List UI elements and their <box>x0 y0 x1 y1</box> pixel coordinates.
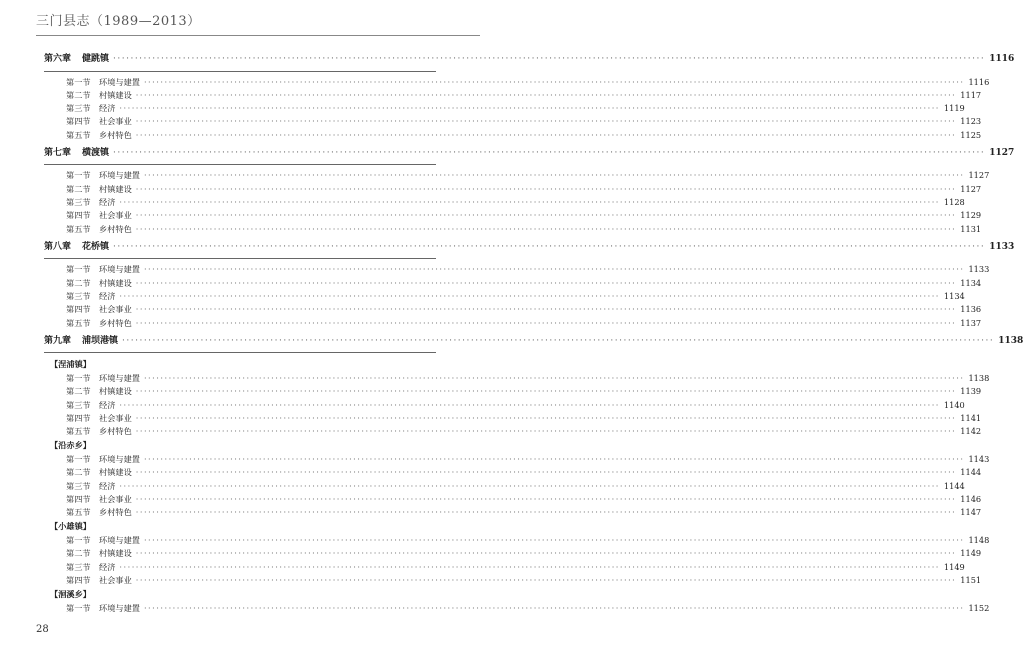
dot-leader: ········································································································································································································ <box>135 507 957 518</box>
toc-entry-title: 社会事业 <box>99 210 132 221</box>
toc-entry-label <box>66 129 132 142</box>
toc-section-row <box>44 399 965 412</box>
toc-entry-page: 1138 <box>998 335 1023 346</box>
toc-entry-number: 第一节 <box>66 534 91 545</box>
dot-leader: ········································································································································································································ <box>135 386 957 397</box>
toc-section-row <box>44 412 982 425</box>
toc-entry-number: 第四节 <box>66 574 91 585</box>
dot-leader: ········································································································································································································ <box>135 548 957 559</box>
toc-section-row <box>44 89 982 102</box>
toc-entry-number: 第三节 <box>66 197 91 208</box>
dot-leader: ········································································································································································································ <box>143 372 965 383</box>
toc-entry-label <box>66 102 115 115</box>
toc-entry-page: 1133 <box>968 264 990 275</box>
toc-entry-page: 1127 <box>968 170 990 181</box>
toc-entry-page: 1134 <box>943 291 965 302</box>
dot-leader: ········································································································································································································ <box>119 197 940 208</box>
toc-entry-label <box>66 547 132 560</box>
toc-entry-page: 1139 <box>960 386 982 397</box>
toc-entry-title: 村镇建设 <box>99 89 132 100</box>
toc-entry-number: 第四节 <box>66 493 91 504</box>
toc-entry-label <box>44 48 109 71</box>
toc-section-row <box>44 169 990 182</box>
toc-entry-title: 健跳镇 <box>82 54 110 64</box>
toc-entry-title: 经济 <box>99 197 116 208</box>
toc-entry-number: 第二节 <box>66 548 91 559</box>
dot-leader: ········································································································································································································ <box>122 335 995 346</box>
toc-entry-label <box>66 480 115 493</box>
toc-section-row <box>44 534 990 547</box>
toc-entry-label <box>44 330 118 353</box>
dot-leader: ········································································································································································································ <box>113 54 986 64</box>
toc-entry-label <box>66 290 115 303</box>
toc-entry-page: 1125 <box>960 129 982 140</box>
toc-entry-label <box>66 399 115 412</box>
toc-entry-title: 村镇建设 <box>99 277 132 288</box>
dot-leader: ········································································································································································································ <box>135 210 957 221</box>
toc-entry-title: 社会事业 <box>99 493 132 504</box>
dot-leader: ········································································································································································································ <box>135 183 957 194</box>
toc-entry-label <box>66 89 132 102</box>
toc-entry-title: 环境与建置 <box>99 76 140 87</box>
toc-section-row <box>44 102 965 115</box>
dot-leader: ········································································································································································································ <box>135 467 957 478</box>
toc-entry-title: 乡村特色 <box>99 507 132 518</box>
toc-entry-label <box>66 534 140 547</box>
dot-leader: ········································································································································································································ <box>135 116 957 127</box>
toc-entry-label <box>66 209 132 222</box>
toc-section-row <box>44 547 982 560</box>
toc-entry-number: 第四节 <box>66 304 91 315</box>
toc-entry-page: 1136 <box>960 304 982 315</box>
toc-entry-label <box>66 493 132 506</box>
toc-entry-number: 第三节 <box>66 103 91 114</box>
toc-entry-label <box>66 425 132 438</box>
toc-entry-title: 乡村特色 <box>99 223 132 234</box>
toc-section-row <box>44 115 982 128</box>
toc-entry-title: 经济 <box>99 103 116 114</box>
toc-chapter-row <box>44 330 1023 354</box>
toc-section-row <box>44 493 982 506</box>
toc-section-row <box>44 602 990 615</box>
toc-entry-page: 1144 <box>943 480 965 491</box>
table-of-contents <box>44 48 1023 615</box>
toc-section-row <box>44 425 982 438</box>
toc-entry-number: 第一节 <box>66 453 91 464</box>
toc-entry-page: 1147 <box>960 507 982 518</box>
toc-entry-number: 第二节 <box>66 89 91 100</box>
dot-leader: ········································································································································································································ <box>135 574 957 585</box>
toc-section-row <box>44 263 990 276</box>
toc-entry-page: 1127 <box>989 147 1015 158</box>
toc-entry-number: 第一节 <box>66 76 91 87</box>
toc-entry-page: 1123 <box>960 116 982 127</box>
toc-entry-label <box>66 317 132 330</box>
toc-section-row <box>44 277 982 290</box>
toc-entry-title: 村镇建设 <box>99 183 132 194</box>
toc-entry-title: 环境与建置 <box>99 264 140 275</box>
toc-entry-page: 1151 <box>960 574 982 585</box>
toc-section-row <box>44 317 982 330</box>
toc-entry-page: 1131 <box>960 223 982 234</box>
toc-entry-label <box>66 277 132 290</box>
dot-leader: ········································································································································································································ <box>143 170 965 181</box>
toc-entry-title: 经济 <box>99 561 116 572</box>
toc-entry-page: 1149 <box>943 561 965 572</box>
toc-entry-number: 第一节 <box>66 264 91 275</box>
page-number: 28 <box>36 624 49 635</box>
toc-entry-number: 第一节 <box>66 602 91 613</box>
toc-entry-title: 环境与建置 <box>99 453 140 464</box>
dot-leader: ········································································································································································································ <box>135 304 957 315</box>
toc-entry-label <box>44 142 109 165</box>
toc-entry-label <box>66 76 140 89</box>
toc-entry-title: 横渡镇 <box>82 147 110 158</box>
dot-leader: ········································································································································································································ <box>119 399 940 410</box>
toc-chapter-row <box>44 236 1015 260</box>
toc-entry-title: 社会事业 <box>99 116 132 127</box>
toc-entry-title: 村镇建设 <box>99 467 132 478</box>
toc-entry-label <box>66 372 140 385</box>
dot-leader: ········································································································································································································ <box>113 147 986 158</box>
toc-entry-number: 第三节 <box>66 291 91 302</box>
toc-section-row <box>44 183 982 196</box>
toc-entry-title: 经济 <box>99 480 116 491</box>
toc-entry-label <box>66 169 140 182</box>
toc-entry-number: 第五节 <box>66 507 91 518</box>
toc-entry-title: 社会事业 <box>99 304 132 315</box>
toc-section-row <box>44 223 982 236</box>
toc-entry-title: 乡村特色 <box>99 317 132 328</box>
toc-entry-label <box>66 561 115 574</box>
dot-leader: ········································································································································································································ <box>135 493 957 504</box>
toc-group-heading: 【沿赤乡】 <box>50 440 91 451</box>
toc-entry-label <box>66 303 132 316</box>
dot-leader: ········································································································································································································ <box>143 602 965 613</box>
toc-entry-title: 花桥镇 <box>82 241 110 252</box>
toc-entry-page: 1128 <box>943 197 965 208</box>
toc-entry-label <box>66 574 132 587</box>
toc-entry-page: 1152 <box>968 602 990 613</box>
toc-entry-title: 乡村特色 <box>99 129 132 140</box>
toc-entry-label <box>66 385 132 398</box>
toc-entry-number: 第五节 <box>66 317 91 328</box>
toc-section-row <box>44 76 990 89</box>
toc-entry-number: 第二节 <box>66 183 91 194</box>
toc-entry-page: 1116 <box>968 76 990 87</box>
toc-entry-page: 1146 <box>960 493 982 504</box>
toc-group-heading: 【洄溪乡】 <box>50 589 91 600</box>
toc-entry-number: 第三节 <box>66 480 91 491</box>
toc-entry-number: 第九章 <box>44 335 72 346</box>
toc-chapter-row <box>44 48 1015 72</box>
toc-entry-number: 第一节 <box>66 170 91 181</box>
dot-leader: ········································································································································································································ <box>135 129 957 140</box>
toc-entry-page: 1143 <box>968 453 990 464</box>
dot-leader: ········································································································································································································ <box>135 412 957 423</box>
toc-section-row <box>44 209 982 222</box>
toc-entry-page: 1149 <box>960 548 982 559</box>
toc-entry-page: 1138 <box>968 372 990 383</box>
toc-entry-title: 经济 <box>99 291 116 302</box>
toc-entry-page: 1116 <box>989 54 1015 64</box>
toc-entry-page: 1117 <box>960 89 982 100</box>
toc-entry-number: 第五节 <box>66 426 91 437</box>
toc-entry-page: 1144 <box>960 467 982 478</box>
toc-entry-label <box>66 183 132 196</box>
toc-entry-label <box>66 466 132 479</box>
toc-entry-number: 第五节 <box>66 129 91 140</box>
dot-leader: ········································································································································································································ <box>119 291 940 302</box>
toc-entry-number: 第一节 <box>66 372 91 383</box>
toc-section-row <box>44 290 965 303</box>
toc-entry-title: 浦坝港镇 <box>82 335 119 346</box>
toc-section-row <box>44 372 990 385</box>
toc-entry-page: 1140 <box>943 399 965 410</box>
toc-section-row <box>44 480 965 493</box>
toc-entry-title: 环境与建置 <box>99 170 140 181</box>
toc-section-row <box>44 453 990 466</box>
toc-entry-title: 经济 <box>99 399 116 410</box>
running-head: 三门县志（1989—2013） <box>36 14 201 29</box>
toc-entry-page: 1134 <box>960 277 982 288</box>
toc-section-row <box>44 506 982 519</box>
toc-entry-page: 1129 <box>960 210 982 221</box>
toc-entry-number: 第二节 <box>66 467 91 478</box>
toc-group-heading: 【涅浦镇】 <box>50 359 91 370</box>
dot-leader: ········································································································································································································ <box>135 277 957 288</box>
toc-entry-label <box>66 223 132 236</box>
toc-entry-page: 1148 <box>968 534 990 545</box>
toc-entry-label <box>66 506 132 519</box>
toc-entry-title: 环境与建置 <box>99 602 140 613</box>
toc-section-row <box>44 129 982 142</box>
toc-entry-number: 第四节 <box>66 210 91 221</box>
toc-entry-number: 第三节 <box>66 561 91 572</box>
toc-entry-page: 1119 <box>943 103 965 114</box>
toc-chapter-row <box>44 142 1015 166</box>
dot-leader: ········································································································································································································ <box>143 534 965 545</box>
toc-entry-label <box>66 453 140 466</box>
toc-entry-page: 1133 <box>989 241 1015 252</box>
toc-entry-number: 第四节 <box>66 116 91 127</box>
toc-section-row <box>44 196 965 209</box>
toc-entry-label <box>66 412 132 425</box>
toc-entry-label <box>44 236 109 259</box>
toc-entry-label <box>66 602 140 615</box>
toc-section-row <box>44 466 982 479</box>
toc-entry-number: 第二节 <box>66 277 91 288</box>
toc-entry-title: 环境与建置 <box>99 534 140 545</box>
dot-leader: ········································································································································································································ <box>143 453 965 464</box>
toc-entry-number: 第七章 <box>44 147 72 158</box>
toc-entry-label <box>66 196 115 209</box>
toc-group-heading: 【小雄镇】 <box>50 521 91 532</box>
toc-entry-number: 第三节 <box>66 399 91 410</box>
toc-entry-title: 社会事业 <box>99 574 132 585</box>
toc-section-row <box>44 303 982 316</box>
dot-leader: ········································································································································································································ <box>135 426 957 437</box>
dot-leader: ········································································································································································································ <box>119 103 940 114</box>
dot-leader: ········································································································································································································ <box>113 241 986 252</box>
toc-entry-label <box>66 263 140 276</box>
toc-entry-title: 环境与建置 <box>99 372 140 383</box>
dot-leader: ········································································································································································································ <box>135 223 957 234</box>
header-rule <box>36 35 480 36</box>
toc-entry-title: 村镇建设 <box>99 548 132 559</box>
toc-entry-number: 第四节 <box>66 412 91 423</box>
toc-entry-page: 1142 <box>960 426 982 437</box>
toc-entry-number: 第二节 <box>66 386 91 397</box>
toc-entry-title: 村镇建设 <box>99 386 132 397</box>
dot-leader: ········································································································································································································ <box>135 89 957 100</box>
dot-leader: ········································································································································································································ <box>119 561 940 572</box>
dot-leader: ········································································································································································································ <box>135 317 957 328</box>
toc-entry-page: 1141 <box>960 412 982 423</box>
dot-leader: ········································································································································································································ <box>143 76 965 87</box>
toc-entry-title: 社会事业 <box>99 412 132 423</box>
toc-entry-page: 1127 <box>960 183 982 194</box>
toc-entry-page: 1137 <box>960 317 982 328</box>
toc-section-row <box>44 385 982 398</box>
toc-entry-number: 第五节 <box>66 223 91 234</box>
toc-entry-label <box>66 115 132 128</box>
toc-entry-title: 乡村特色 <box>99 426 132 437</box>
dot-leader: ········································································································································································································ <box>143 264 965 275</box>
toc-entry-number: 第六章 <box>44 54 72 64</box>
dot-leader: ········································································································································································································ <box>119 480 940 491</box>
toc-section-row <box>44 561 965 574</box>
toc-entry-number: 第八章 <box>44 241 72 252</box>
toc-section-row <box>44 574 982 587</box>
